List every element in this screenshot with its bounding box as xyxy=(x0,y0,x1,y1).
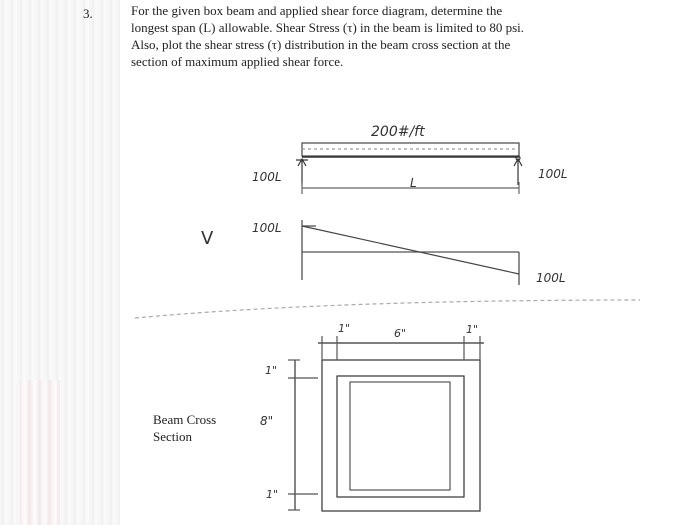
top-dim-right: 1" xyxy=(466,323,479,336)
caption-line: Section xyxy=(153,429,192,444)
box-beam-section xyxy=(288,336,484,511)
side-dim-middle: 8" xyxy=(260,414,274,428)
distributed-load-label: 200#/ft xyxy=(371,124,425,140)
problem-line: Also, plot the shear stress (τ) distribution in the beam cross section at the xyxy=(131,37,511,52)
separator-line xyxy=(135,300,640,318)
problem-line: For the given box beam and applied shear force diagram, determine the xyxy=(131,3,503,18)
problem-line: section of maximum applied shear force. xyxy=(131,54,344,69)
top-dim-middle: 6" xyxy=(394,327,407,340)
shear-force-diagram xyxy=(302,220,519,285)
left-reaction-label: 100L xyxy=(252,170,282,184)
span-label: L xyxy=(410,176,417,190)
problem-line: longest span (L) allowable. Shear Stress (τ) in the beam is limited to 80 psi. xyxy=(131,20,524,35)
problem-number: 3. xyxy=(83,6,93,21)
shear-top-value: 100L xyxy=(252,221,282,235)
right-reaction-label: 100L xyxy=(538,167,568,181)
side-dim-bottom: 1" xyxy=(266,488,279,501)
loaded-beam xyxy=(296,143,522,194)
shear-bottom-value: 100L xyxy=(536,271,566,285)
shear-symbol: V xyxy=(201,228,214,249)
cross-section-caption xyxy=(153,411,216,445)
side-dim-top: 1" xyxy=(265,364,278,377)
caption-line: Beam Cross xyxy=(153,412,217,427)
top-dim-left: 1" xyxy=(338,322,351,335)
